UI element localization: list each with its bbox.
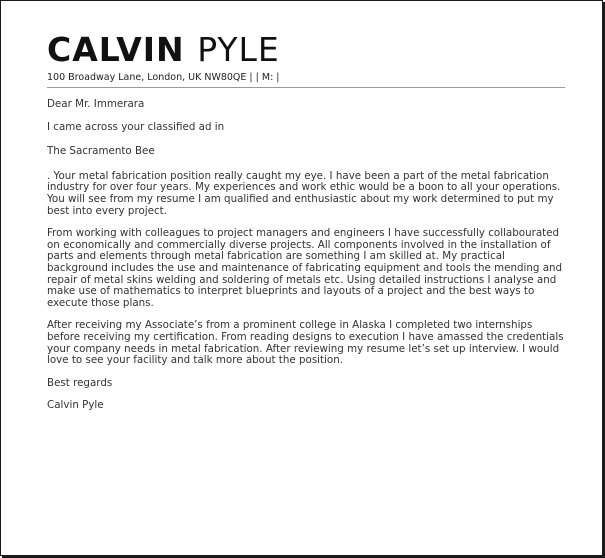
body-paragraph-3: After receiving my Associate’s from a prominent college in Alaska I completed two internships before receiving my certification. From reading designs to execution I have amassed the credentials your company needs in metal fabrication. After reviewing my resume let’s set up interview. I would love to see your facility and talk more about the position. xyxy=(47,319,564,367)
salutation: Dear Mr. Immerara xyxy=(47,98,145,110)
signature: Calvin Pyle xyxy=(47,399,104,412)
body-paragraph-1: . Your metal fabrication position really caught my eye. I have been a part of the metal fabrication industry for over four years. My experiences and work ethic would be a boon to all your operations. You will see from my resume I am qualified and enthusiastic about my work determined to put my best into every project. xyxy=(47,169,561,217)
sender-last-name: PYLE xyxy=(197,30,280,69)
sender-name xyxy=(47,31,565,69)
body-paragraph-2: From working with colleagues to project managers and engineers I have successfully collabourated on economically and commercially diverse projects. All components involved in the installation of parts and elements through metal fabrication are something I am skilled at. My practical background includes the use and maintenance of fabricating equipment and tools the mending and repair of metal skins welding and soldering of metals etc. Using detailed instructions I analyse and make use of mathematics to interpret blueprints and layouts of a project and the best ways to execute those plans. xyxy=(47,227,563,309)
intro-line: I came across your classified ad in xyxy=(47,120,225,133)
sender-address: 100 Broadway Lane, London, UK NW80QE | | M: | xyxy=(47,72,565,88)
closing: Best regards xyxy=(47,376,113,389)
letter-content xyxy=(47,31,565,412)
sender-first-name: CALVIN xyxy=(47,30,185,69)
publication-name: The Sacramento Bee xyxy=(47,145,155,158)
